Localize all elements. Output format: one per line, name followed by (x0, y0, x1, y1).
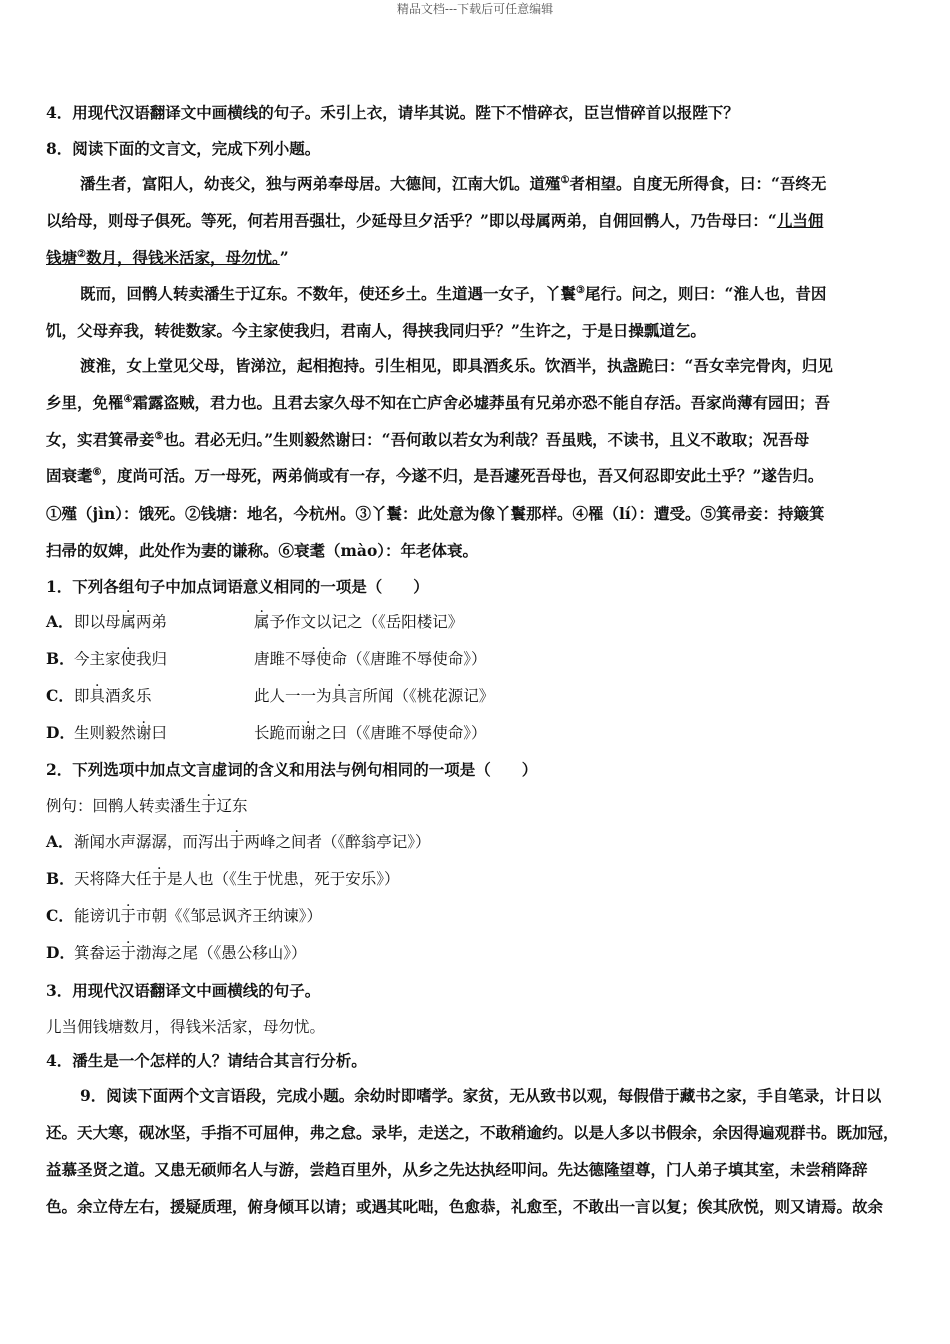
passage-line-2: 以给母，则母子俱死。等死，何若用吾强壮，少延母旦夕活乎？”即以母属两弟，自佣回鹘人，乃告母曰：“儿当佣 (46, 211, 824, 230)
question-4-translate: 4．用现代汉语翻译文中画横线的句子。禾引上衣，请毕其说。陛下不惜碎衣，臣岂惜碎首以报陛下？ (46, 103, 739, 122)
footnotes-line-1: ①殣（jìn）：饿死。②钱塘：地名，今杭州。③丫鬟：此处意为像丫鬟那样。④罹（lí）：遭受。⑤箕帚妾：持簸箕 (46, 504, 825, 523)
question-9-line-1: 9．阅读下面两个文言语段，完成小题。余幼时即嗜学。家贫，无从致书以观，每假借于藏书之家，手自笔录，计日以 (80, 1086, 882, 1105)
question-2: 2．下列选项中加点文言虚词的含义和用法与例句相同的一项是（ ） (46, 760, 538, 779)
q2-example: 例句：回鹘人转卖潘生于辽东 (46, 797, 248, 815)
footnotes-line-2: 扫帚的奴婢，此处作为妻的谦称。⑥衰耄（mào）：年老体衰。 (46, 541, 479, 560)
q1-option-c: C．即具酒炙乐 此人一一为具言所闻（《桃花源记》 (46, 686, 495, 705)
q2-option-c: C．能谤讥于市朝《《邹忌讽齐王纳谏》） (46, 906, 323, 925)
question-9-line-2: 还。天大寒，砚冰坚，手指不可屈伸，弗之怠。录毕，走送之，不敢稍逾约。以是人多以书假余，余因得遍观群书。既加冠， (46, 1123, 899, 1142)
passage-line-5: 饥，父母弃我，转徙数家。今主家使我归，君南人，得挟我同归乎？”生许之，于是日操瓢道乞。 (46, 321, 706, 340)
passage-line-3: 钱塘②数月，得钱米活家，母勿忧。” (46, 248, 289, 267)
footnote-mark-3: ③ (576, 284, 585, 296)
passage-line-9: 固衰耄⑥，度尚可活。万一母死，两弟倘或有一存，今遂不归，是吾遽死吾母也，吾又何忍即安此土乎？”遂告归。 (46, 466, 824, 485)
question-4: 4．潘生是一个怎样的人？请结合其言行分析。 (46, 1051, 367, 1070)
underlined-sentence: 儿当佣 (776, 211, 824, 230)
q2-option-a: A．渐闻水声潺潺，而泻出于两峰之间者（《醉翁亭记》） (46, 832, 431, 851)
q2-option-d: D．箕畚运于渤海之尾（《愚公移山》） (46, 943, 307, 962)
q1-option-a: A．即以母属两弟 属予作文以记之（《岳阳楼记》 (46, 612, 464, 631)
passage-line-6: 渡淮，女上堂见父母，皆涕泣，起相抱持。引生相见，即具酒炙乐。饮酒半，执盏跪曰：“吾女幸完骨肉，归见 (80, 356, 833, 375)
footnote-mark-6: ⑥ (92, 466, 102, 478)
question-3-sentence: 儿当佣钱塘数月，得钱米活家，母勿忧。 (46, 1018, 326, 1036)
passage-line-7: 乡里，免罹④霜露盗贼，君力也。且君去家久母不知在亡庐舍必墟莽虽有兄弟亦恐不能自存活。吾家尚薄有园田；吾 (46, 393, 830, 412)
footnote-mark-1: ① (560, 174, 570, 186)
page-header: 精品文档---下载后可任意编辑 (396, 2, 554, 16)
passage-line-8: 女，实君箕帚妾⑤也。君必无归。”生则毅然谢曰：“吾何敢以若女为利哉？吾虽贱，不读书，且义不敢取；况吾母 (46, 430, 810, 449)
q1-option-d: D．生则毅然谢曰 长跪而谢之曰（《唐雎不辱使命》） (46, 723, 487, 742)
question-9-line-3: 益慕圣贤之道。又患无硕师名人与游，尝趋百里外，从乡之先达执经叩问。先达德隆望尊，门人弟子填其室，未尝稍降辞 (46, 1160, 868, 1179)
q1-option-b: B．今主家使我归 唐雎不辱使命（《唐雎不辱使命》） (46, 649, 487, 668)
q2-option-b: B．天将降大任于是人也（《生于忧患，死于安乐》） (46, 869, 400, 888)
question-8-title: 8．阅读下面的文言文，完成下列小题。 (46, 139, 321, 158)
footnote-mark-4: ④ (123, 393, 133, 405)
question-1: 1．下列各组句子中加点词语意义相同的一项是（ ） (46, 577, 429, 596)
footnote-mark-5: ⑤ (154, 430, 164, 442)
question-3: 3．用现代汉语翻译文中画横线的句子。 (46, 981, 321, 1000)
question-9-line-4: 色。余立侍左右，援疑质理，俯身倾耳以请；或遇其叱咄，色愈恭，礼愈至，不敢出一言以复；俟其欣悦，则又请焉。故余 (46, 1197, 884, 1216)
passage-line-4: 既而，回鹘人转卖潘生于辽东。不数年，使还乡土。生道遇一女子，丫鬟③尾行。问之，则曰：“淮人也，昔因 (80, 284, 827, 303)
passage-line-1: 潘生者，富阳人，幼丧父，独与两弟奉母居。大德间，江南大饥。道殣①者相望。自度无所得食，曰：“吾终无 (80, 174, 827, 193)
footnote-mark-2: ② (77, 248, 86, 260)
